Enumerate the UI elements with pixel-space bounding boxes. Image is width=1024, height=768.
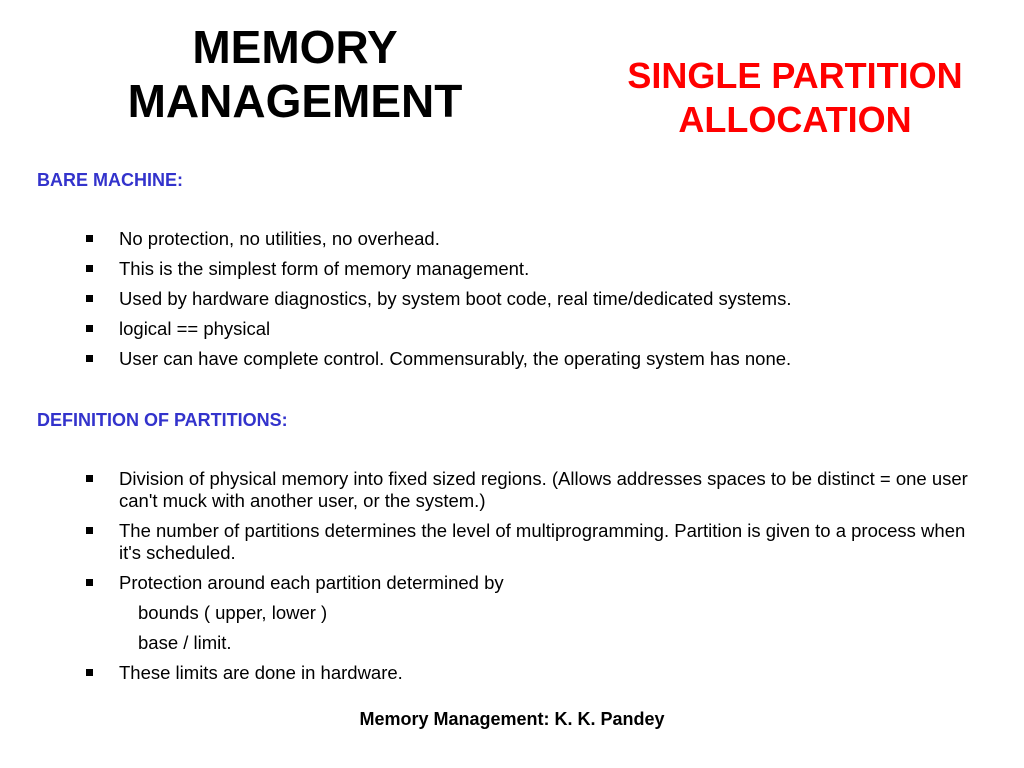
list-item <box>0 348 981 370</box>
list-item <box>0 258 981 280</box>
square-bullet-icon <box>86 235 93 242</box>
slide-subtitle-line-2: ALLOCATION <box>678 99 912 140</box>
partitions-heading: DEFINITION OF PARTITIONS: <box>37 410 288 430</box>
slide-subtitle-line-1: SINGLE PARTITION <box>627 55 963 96</box>
square-bullet-icon <box>86 527 93 534</box>
square-bullet-icon <box>86 295 93 302</box>
list-item-text: This is the simplest form of memory management. <box>119 258 530 279</box>
slide-title-line-1: MEMORY <box>192 21 398 73</box>
list-item <box>0 288 981 310</box>
protection-sub-line-base-limit: base / limit. <box>138 632 232 653</box>
partitions-list <box>0 468 981 692</box>
list-item <box>0 228 981 250</box>
slide-subtitle <box>590 54 1000 142</box>
list-item-text: No protection, no utilities, no overhead. <box>119 228 440 249</box>
square-bullet-icon <box>86 355 93 362</box>
list-item <box>0 662 981 684</box>
list-item-text: These limits are done in hardware. <box>119 662 403 683</box>
list-item <box>0 520 981 564</box>
slide-title-line-2: MANAGEMENT <box>127 75 463 127</box>
square-bullet-icon <box>86 475 93 482</box>
list-item <box>0 318 981 340</box>
list-item <box>0 468 981 512</box>
square-bullet-icon <box>86 579 93 586</box>
bare-machine-heading: BARE MACHINE: <box>37 170 183 190</box>
list-item <box>0 572 981 654</box>
list-item-text: User can have complete control. Commensurably, the operating system has none. <box>119 348 792 369</box>
list-item-text: The number of partitions determines the level of multiprogramming. Partition is given to a process when it's scheduled. <box>119 520 966 563</box>
list-item-text: Division of physical memory into fixed sized regions. (Allows addresses spaces to be distinct = one user can't muck with another user, or the system.) <box>119 468 968 511</box>
protection-sub-line-bounds: bounds ( upper, lower ) <box>138 602 328 623</box>
slide-title <box>60 20 530 128</box>
list-item-text: Protection around each partition determined by <box>119 572 504 593</box>
list-item-text: Used by hardware diagnostics, by system boot code, real time/dedicated systems. <box>119 288 792 309</box>
square-bullet-icon <box>86 669 93 676</box>
bare-machine-list <box>0 228 981 378</box>
square-bullet-icon <box>86 265 93 272</box>
square-bullet-icon <box>86 325 93 332</box>
slide-footer: Memory Management: K. K. Pandey <box>359 709 665 729</box>
list-item-text: logical == physical <box>119 318 271 339</box>
